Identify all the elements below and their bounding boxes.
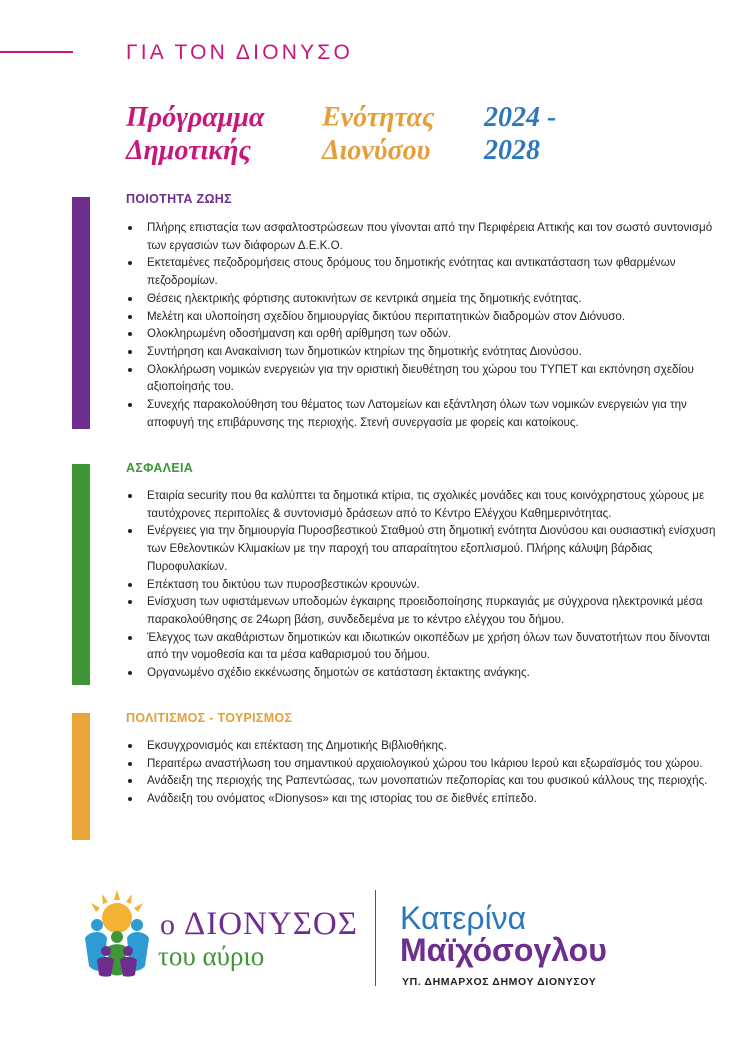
- section-safety-list: [126, 487, 716, 682]
- logo-tagline: του αύριο: [158, 941, 265, 971]
- section-culture-tourism-bar: [72, 713, 90, 840]
- program-title-years-start: 2024 -: [484, 102, 557, 133]
- list-item: Ανάδειξη του ονόματος «Dionysos» και της ιστορίας του σε διεθνές επίπεδο.: [126, 790, 716, 808]
- section-culture-tourism-title: ΠΟΛΙΤΙΣΜΟΣ - ΤΟΥΡΙΣΜΟΣ: [126, 711, 293, 725]
- program-title-word1: Πρόγραμμα: [126, 102, 265, 133]
- list-item: Συντήρηση και Ανακαίνιση των δημοτικών κτηρίων της δημοτικής ενότητας Διονύσου.: [126, 343, 716, 361]
- program-title-word4: Δημοτικής: [126, 135, 251, 166]
- header-rule: [0, 51, 73, 53]
- sun-and-people-logo-icon: [80, 888, 154, 978]
- list-item: Εκτεταμένες πεζοδρομήσεις στους δρόμους του δημοτικής ενότητας και αντικατάσταση των φθαρμένων πεζοδρομίων.: [126, 254, 716, 289]
- section-quality-of-life-list: [126, 219, 716, 431]
- logo-prefix: ο: [160, 908, 175, 941]
- logo-name: ΔΙΟΝΥΣΟΣ: [184, 906, 358, 942]
- list-item: Ανάδειξη της περιοχής της Ραπεντώσας, των μονοπατιών πεζοπορίας και του φυσικού κάλλους της περιοχής.: [126, 772, 716, 790]
- list-item: Πλήρης επισταςία των ασφαλτοστρώσεων που γίνονται από την Περιφέρεια Αττικής και τον σωστό συντονισμό των εργασιών των διάφορων Δ.Ε.Κ.Ο.: [126, 219, 716, 254]
- list-item: Θέσεις ηλεκτρικής φόρτισης αυτοκινήτων σε κεντρικά σημεία της δημοτικής ενότητας.: [126, 290, 716, 308]
- candidate-first-name: Κατερίνα: [400, 900, 527, 936]
- footer-divider: [375, 890, 376, 986]
- header-title: ΓΙΑ ΤΟΝ ΔΙΟΝΥΣΟ: [126, 41, 354, 64]
- list-item: Οργανωμένο σχέδιο εκκένωσης δημοτών σε κατάσταση έκτακτης ανάγκης.: [126, 664, 716, 682]
- section-quality-of-life-title: ΠΟΙΟΤΗΤΑ ΖΩΗΣ: [126, 192, 232, 206]
- section-safety-title: ΑΣΦΑΛΕΙΑ: [126, 461, 194, 475]
- list-item: Περαιτέρω αναστήλωση του σημαντικού αρχαιολογικού χώρου του Ικάριου Ιερού και εξωραϊσμός του χώρου.: [126, 755, 716, 773]
- candidate-role: ΥΠ. ΔΗΜΑΡΧΟΣ ΔΗΜΟΥ ΔΙΟΝΥΣΟΥ: [402, 976, 597, 988]
- list-item: Ολοκλήρωση νομικών ενεργειών για την οριστική διευθέτηση του χώρου του ΤΥΠΕΤ και εκπόνηση σχεδίου αξιοποίησής του.: [126, 361, 716, 396]
- section-quality-of-life-bar: [72, 197, 90, 429]
- list-item: Μελέτη και υλοποίηση σχεδίου δημιουργίας δικτύου περιπατητικών διαδρομών στον Διόνυσο.: [126, 308, 716, 326]
- list-item: Συνεχής παρακολούθηση του θέματος των Λατομείων και εξάντληση όλων των νομικών ενεργειών για την αποφυγή της επιβάρυνσης της περιοχής. Στενή συνεργασία με φορείς και κατοίκους.: [126, 396, 716, 431]
- list-item: Ενέργειες για την δημιουργία Πυροσβεστικού Σταθμού στη δημοτική ενότητα Διονύσου και ουσιαστική ενίσχυση των Εθελοντικών Κλιμακίων με την παροχή του απαραίτητου εξοπλισμού. Πλήρης κάλυψη βάρδιας Πυροφυλακίων.: [126, 522, 716, 575]
- program-title-years-end: 2028: [484, 135, 540, 166]
- section-safety-bar: [72, 464, 90, 685]
- list-item: Έλεγχος των ακαθάριστων δημοτικών και ιδιωτικών οικοπέδων με χρήση όλων των δυνατοτήτων που δίνονται από την νομοθεσία και τα μέσα καθαρισμού του δήμου.: [126, 629, 716, 664]
- list-item: Εταιρία security που θα καλύπτει τα δημοτικά κτίρια, τις σχολικές μονάδες και τους κοινόχρηστους χώρους με ταυτόχρονες περιπολίες & συντονισμό δράσεων από το Κέντρο Ελέγχου Καθημερινότητας.: [126, 487, 716, 522]
- program-title-word2: Ενότητας: [322, 102, 435, 133]
- list-item: Εκσυγχρονισμός και επέκταση της Δημοτικής Βιβλιοθήκης.: [126, 737, 716, 755]
- list-item: Ενίσχυση των υφιστάμενων υποδομών έγκαιρης προειδοποίησης πυρκαγιάς με σύγχρονα ηλεκτρονικά μέσα παρακολούθησης σε 24ωρη βάση, συνδεδεμένα με το κέντρο ελέγχου του δήμου.: [126, 593, 716, 628]
- section-culture-tourism-list: [126, 737, 716, 808]
- program-title-word5: Διονύσου: [322, 135, 431, 166]
- candidate-last-name: Μαϊχόσογλου: [400, 932, 607, 968]
- list-item: Επέκταση του δικτύου των πυροσβεστικών κρουνών.: [126, 576, 716, 594]
- list-item: Ολοκληρωμένη οδοσήμανση και ορθή αρίθμηση των οδών.: [126, 325, 716, 343]
